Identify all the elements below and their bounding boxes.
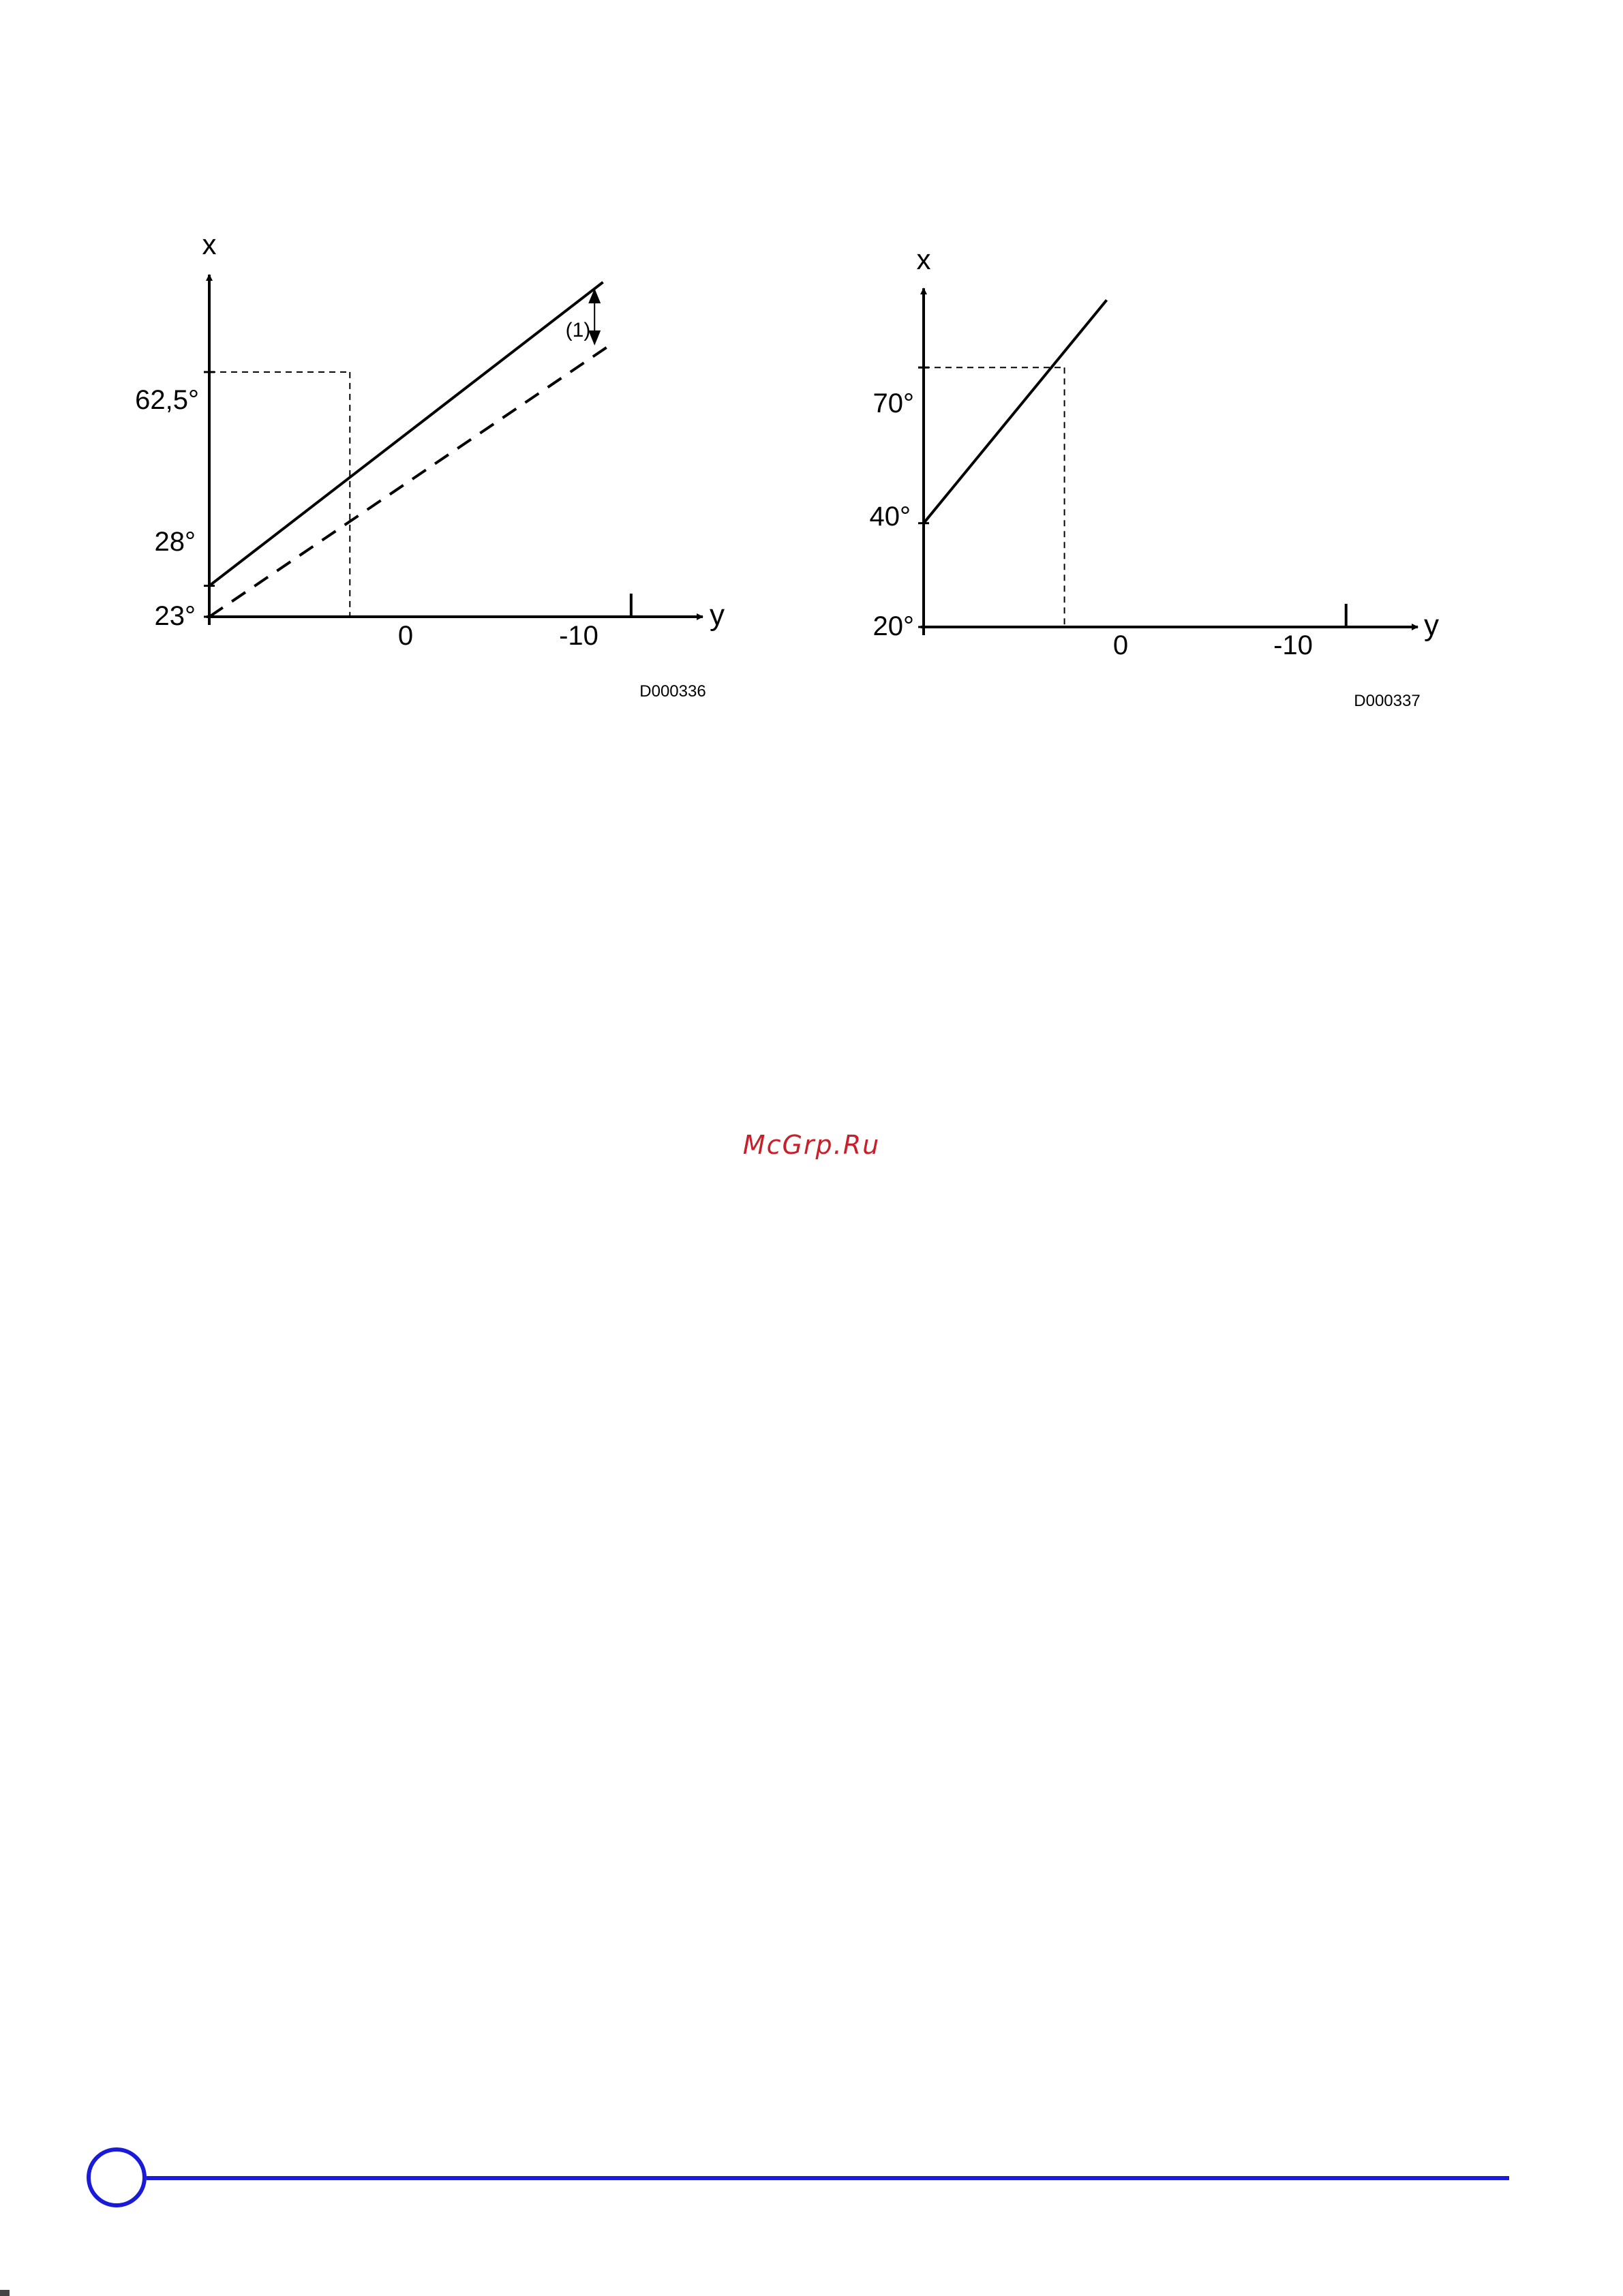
x-tick-label-minus-10: -10 xyxy=(559,621,598,651)
series-line-dashed xyxy=(209,344,611,617)
x-tick-label-0: 0 xyxy=(397,621,414,651)
page-corner-mark xyxy=(0,2290,10,2296)
x-axis-label: x xyxy=(202,228,217,260)
watermark-text: McGrp.Ru xyxy=(742,1130,881,1160)
x-tick-label-minus-10: -10 xyxy=(1273,630,1313,660)
y-tick-label-20: 20° xyxy=(873,611,914,641)
y-tick-label-28: 28° xyxy=(154,527,196,557)
y-tick-label-62-5: 62,5° xyxy=(135,385,199,415)
figure-code: D000336 xyxy=(639,682,706,701)
footer-circle xyxy=(87,2147,147,2207)
offset-annotation: (1) xyxy=(565,319,591,341)
x-tick-label-0: 0 xyxy=(1112,630,1129,660)
chart-d000336 xyxy=(0,0,791,750)
y-tick-label-70: 70° xyxy=(873,388,914,418)
series-line-solid xyxy=(209,282,603,585)
y-tick-label-40: 40° xyxy=(869,502,911,532)
chart-d000337 xyxy=(791,0,1623,750)
y-axis-label: y xyxy=(1424,609,1439,642)
footer-rule xyxy=(147,2176,1509,2180)
x-axis-label: x xyxy=(916,243,931,275)
series-line-solid xyxy=(924,300,1107,523)
figure-code: D000337 xyxy=(1354,692,1421,710)
y-tick-label-23: 23° xyxy=(154,601,196,631)
y-axis-label: y xyxy=(710,598,725,632)
